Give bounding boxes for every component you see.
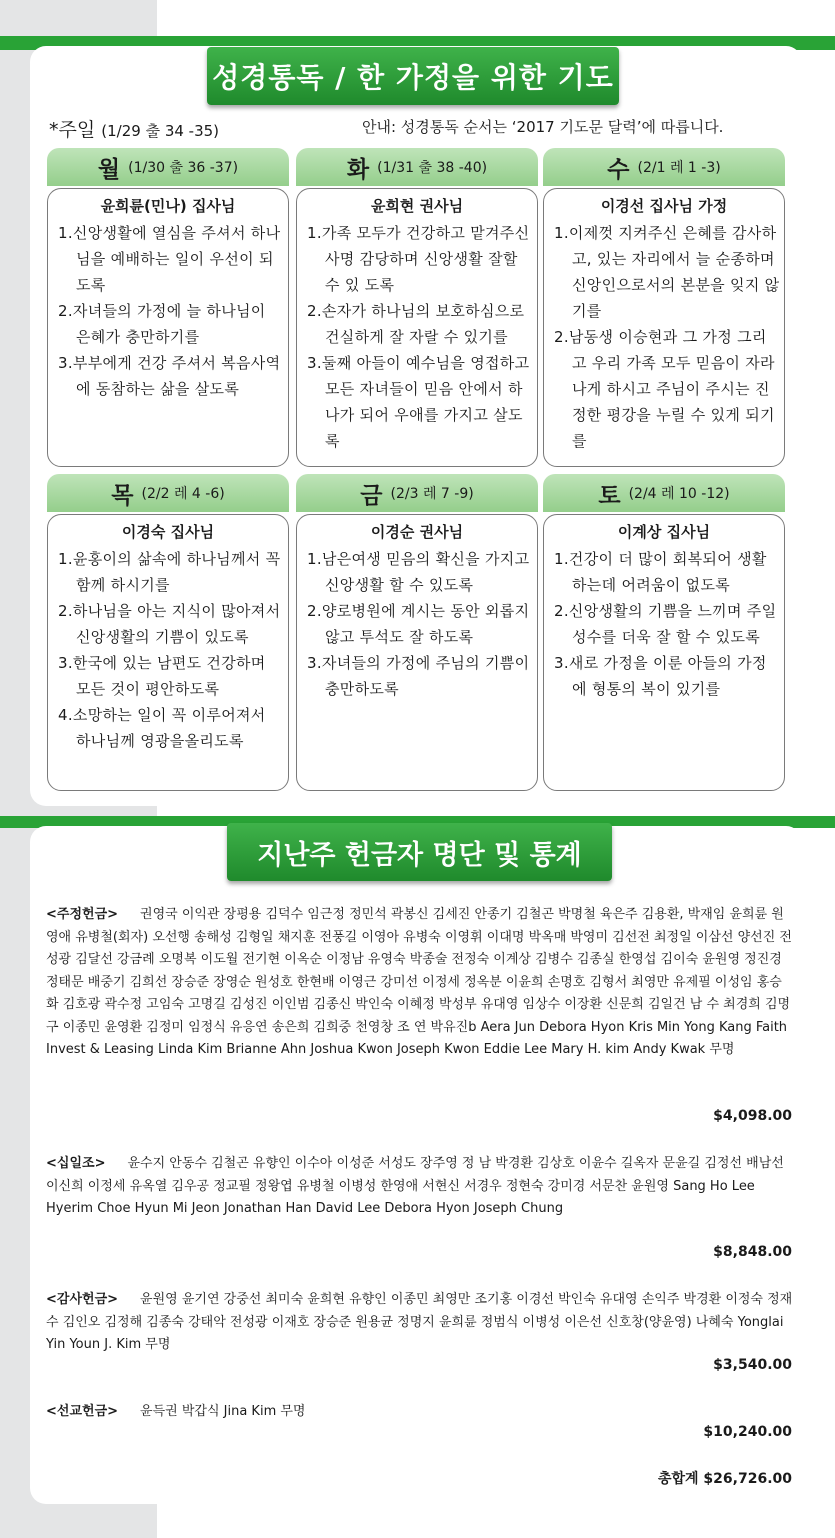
- prayer-person: 이경숙 집사님: [121, 523, 215, 541]
- day-name: 화: [346, 156, 370, 183]
- day-card-tuesday: [296, 148, 538, 467]
- day-body: [543, 514, 785, 791]
- category-label: <주정헌금>: [46, 907, 119, 922]
- day-name: 토: [598, 482, 621, 509]
- prayer-item: 1.가족 모두가 건강하고 맡겨주신 사명 감당하며 신앙생활 잘할 수 있 도록: [307, 224, 530, 294]
- prayer-item: 1.건강이 더 많이 회복되어 생활하는데 어려움이 없도록: [554, 550, 767, 594]
- reading-notice: 안내: 성경통독 순서는 ‘2017 기도문 달력’에 따릅니다.: [362, 118, 724, 136]
- prayer-item: 2.자녀들의 가정에 늘 하나님이 은혜가 충만하기를: [58, 302, 266, 346]
- category-amount: $10,240.00: [703, 1424, 792, 1440]
- prayer-item: 1.남은여생 믿음의 확신을 가지고 신앙생활 할 수 있도록: [307, 550, 530, 594]
- prayer-item: 3.둘째 아들이 예수님을 영접하고 모든 자녀들이 믿음 안에서 하나가 되어 우애를 가지고 살도록: [307, 354, 530, 450]
- day-body: [543, 188, 785, 467]
- prayer-item: 2.하나님을 아는 지식이 많아져서 신앙생활의 기쁨이 있도록: [58, 602, 281, 646]
- donor-names: 윤득권 박갑식 Jina Kim 무명: [140, 1404, 306, 1419]
- sunday-label: *주일: [49, 119, 96, 141]
- prayer-person: 윤희현 권사님: [370, 197, 464, 215]
- donor-names: 윤원영 윤기연 강중선 최미숙 윤희현 유향인 이종민 최영만 조기홍 이경선 박인숙 유대영 손익주 박경환 이정숙 정재수 김인오 김정해 김종숙 강태악 전성광 이재호 장승준 원용균 정명지 윤희륜 정범식 이병성 이은선 신호창(양윤영) 나혜숙 Yonglai Yin Youn J. Kim 무명: [46, 1292, 793, 1352]
- prayer-item: 3.한국에 있는 남편도 건강하며 모든 것이 평안하도록: [58, 654, 266, 698]
- day-name: 금: [360, 482, 383, 509]
- day-header: [296, 148, 538, 186]
- day-header: [47, 148, 289, 186]
- day-header: [543, 474, 785, 512]
- day-header: [296, 474, 538, 512]
- day-reading: (2/2 레 4 -6): [141, 486, 225, 502]
- day-reading: (1/30 출 36 -37): [128, 160, 239, 176]
- donor-names: 권영국 이익관 장평용 김덕수 임근정 정민석 곽봉신 김세진 안종기 김철곤 박명철 육은주 김용환, 박재임 윤희륜 원영애 유병철(회자) 오선행 송해성 김형일 채지훈 전풍길 이영아 유병숙 이영휘 이대명 박옥매 박영미 김선전 최정일 이삼선 양선진 전성광 김달선 강금례 오명복 이도월 전기현 이옥순 이정남 유영숙 박종술 전정숙 이계상 김병수 김종실 한영섭 김이숙 윤원영 정진경 정태문 배중기 김희선 장승준 장영순 원성호 한현배 이영근 강미선 이정세 정옥분 이윤희 손명호 김형서 최영만 유제필 이성임 홍승화 김호광 곽수정 고임숙 고명길 김성진 이인범 김종신 박인숙 이혜정 박성부 유대영 임상수 이장환 신문희 김일건 남 수 최경희 김명구 이종민 윤영환 김정미 임정식 유응연 송은희 김희중 천영창 조 연 박유진b Aera Jun Debora Hyon Kris Min Yong Kang Faith Invest & Leasing Linda Kim Brianne Ahn Joshua Kwon Joseph Kwon Eddie Lee Mary H. kim Andy Kwak 무명: [46, 907, 792, 1057]
- prayer-item: 3.자녀들의 가정에 주님의 기쁨이 충만하도록: [307, 654, 530, 698]
- prayer-item: 3.부부에게 건강 주셔서 복음사역에 동참하는 삶을 살도록: [58, 354, 281, 398]
- day-card-wednesday: [543, 148, 785, 467]
- prayer-person: 이경선 집사님 가정: [600, 197, 728, 215]
- day-header: [47, 474, 289, 512]
- category-label: <감사헌금>: [46, 1292, 119, 1307]
- offering-total: 총합계 $26,726.00: [657, 1471, 792, 1487]
- category-amount: $4,098.00: [713, 1108, 792, 1124]
- day-card-thursday: [47, 474, 289, 791]
- day-card-friday: [296, 474, 538, 791]
- offering-section-title: 지난주 헌금자 명단 및 통계: [227, 823, 612, 881]
- prayer-section-title: 성경통독 / 한 가정을 위한 기도: [207, 47, 619, 105]
- day-reading: (2/3 레 7 -9): [390, 486, 474, 502]
- day-body: [47, 514, 289, 791]
- prayer-person: 이경순 권사님: [370, 523, 464, 541]
- prayer-item: 2.손자가 하나님의 보호하심으로 건실하게 잘 자랄 수 있기를: [307, 302, 525, 346]
- prayer-item: 1.윤홍이의 삶속에 하나님께서 꼭 함께 하시기를: [58, 550, 281, 594]
- prayer-item: 2.양로병원에 계시는 동안 외롭지 않고 투석도 잘 하도록: [307, 602, 530, 646]
- day-card-saturday: [543, 474, 785, 791]
- day-body: [296, 514, 538, 791]
- day-body: [296, 188, 538, 467]
- category-label: <십일조>: [46, 1156, 106, 1171]
- day-name: 월: [97, 156, 121, 183]
- prayer-item: 1.이제껏 지켜주신 은혜를 감사하고, 있는 자리에서 늘 순종하며 신앙인으로서의 본분을 잊지 않기를: [554, 224, 780, 320]
- offering-category-mission: [46, 1401, 794, 1424]
- sunday-reading-range: (1/29 출 34 -35): [101, 122, 220, 140]
- day-card-monday: [47, 148, 289, 467]
- prayer-item: 1.신앙생활에 열심을 주셔서 하나님을 예배하는 일이 우선이 되도록: [58, 224, 281, 294]
- category-amount: $8,848.00: [713, 1244, 792, 1260]
- day-reading: (2/1 레 1 -3): [637, 160, 721, 176]
- prayer-item: 4.소망하는 일이 꼭 이루어져서 하나님께 영광을올리도록: [58, 706, 266, 750]
- day-name: 목: [111, 482, 134, 509]
- prayer-item: 2.남동생 이승현과 그 가정 그리고 우리 가족 모두 믿음이 자라나게 하시고 주님이 주시는 진정한 평강을 누릴 수 있게 되기를: [554, 328, 775, 450]
- sunday-reading: [49, 115, 219, 142]
- prayer-item: 3.새로 가정을 이룬 아들의 가정에 형통의 복이 있기를: [554, 654, 767, 698]
- donor-names: 윤수지 안동수 김철곤 유향인 이수아 이성준 서성도 장주영 정 남 박경환 김상호 이윤수 길옥자 문윤길 김정선 배남선 이신희 이정세 유옥열 김우공 정교필 정왕엽 유병철 이병성 한영애 서현신 서경우 정현숙 강미경 서문찬 윤원영 Sang Ho Lee Hyerim Choe Hyun Mi Jeon Jonathan Han David Lee Debora Hyon Joseph Chung: [46, 1156, 784, 1216]
- category-amount: $3,540.00: [713, 1357, 792, 1373]
- day-header: [543, 148, 785, 186]
- offering-category-weekly: [46, 904, 794, 1062]
- day-body: [47, 188, 289, 467]
- offering-category-thanks: [46, 1289, 794, 1357]
- offering-category-tithe: [46, 1153, 794, 1221]
- day-reading: (1/31 출 38 -40): [377, 160, 488, 176]
- day-name: 수: [607, 156, 630, 183]
- day-reading: (2/4 레 10 -12): [628, 486, 730, 502]
- category-label: <선교헌금>: [46, 1404, 119, 1419]
- prayer-item: 2.신앙생활의 기쁨을 느끼며 주일성수를 더욱 잘 할 수 있도록: [554, 602, 777, 646]
- prayer-person: 윤희륜(민나) 집사님: [100, 197, 236, 215]
- prayer-person: 이계상 집사님: [617, 523, 711, 541]
